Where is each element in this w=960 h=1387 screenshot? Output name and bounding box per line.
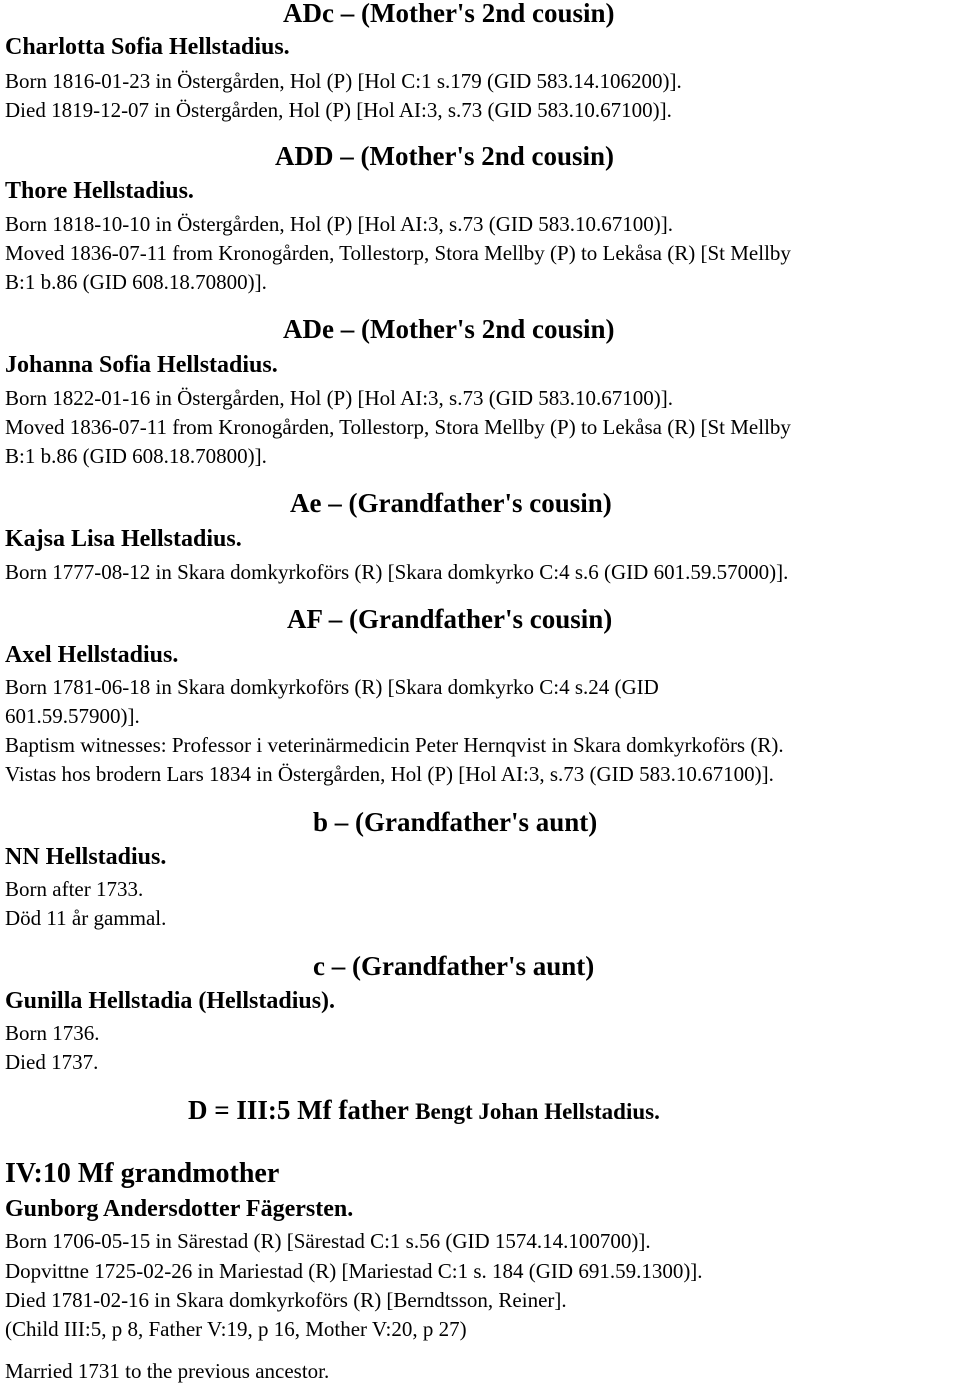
person-name-adc: Charlotta Sofia Hellstadius. <box>5 34 290 60</box>
record-line: Born 1818-10-10 in Östergården, Hol (P) [Hol AI:3, s.73 (GID 583.10.67100)]. <box>5 212 674 236</box>
record-line: B:1 b.86 (GID 608.18.70800)]. <box>5 444 267 468</box>
record-line: Born after 1733. <box>5 877 144 901</box>
record-line: Död 11 år gammal. <box>5 906 167 930</box>
record-line: Born 1736. <box>5 1021 100 1045</box>
section-heading-b: b – (Grandfather's aunt) <box>313 807 598 837</box>
record-line: 601.59.57900)]. <box>5 704 140 728</box>
person-name-add: Thore Hellstadius. <box>5 178 194 204</box>
section-heading-ae: Ae – (Grandfather's cousin) <box>290 488 612 518</box>
ancestor-reference-label: D = III:5 Mf father <box>188 1095 409 1125</box>
ancestor-reference <box>188 1094 660 1128</box>
record-line: Born 1816-01-23 in Östergården, Hol (P) [Hol C:1 s.179 (GID 583.14.106200)]. <box>5 69 682 93</box>
record-line: Born 1706-05-15 in Särestad (R) [Särestad C:1 s.56 (GID 1574.14.100700)]. <box>5 1229 651 1253</box>
person-name-iv10: Gunborg Andersdotter Fägersten. <box>5 1196 354 1222</box>
section-heading-c: c – (Grandfather's aunt) <box>313 951 595 981</box>
section-heading-af: AF – (Grandfather's cousin) <box>287 604 613 634</box>
person-name-ae: Kajsa Lisa Hellstadius. <box>5 526 242 552</box>
record-line: B:1 b.86 (GID 608.18.70800)]. <box>5 270 267 294</box>
record-line: Moved 1836-07-11 from Kronogården, Tollestorp, Stora Mellby (P) to Lekåsa (R) [St Mellby <box>5 415 791 439</box>
record-line: Baptism witnesses: Professor i veterinärmedicin Peter Hernqvist in Skara domkyrkoförs (R). <box>5 733 784 757</box>
record-line: Born 1777-08-12 in Skara domkyrkoförs (R) [Skara domkyrko C:4 s.6 (GID 601.59.57000)]. <box>5 560 789 584</box>
record-line: Born 1822-01-16 in Östergården, Hol (P) [Hol AI:3, s.73 (GID 583.10.67100)]. <box>5 386 674 410</box>
record-line: Moved 1836-07-11 from Kronogården, Tollestorp, Stora Mellby (P) to Lekåsa (R) [St Mellby <box>5 241 791 265</box>
record-line: Born 1781-06-18 in Skara domkyrkoförs (R) [Skara domkyrko C:4 s.24 (GID <box>5 675 659 699</box>
person-name-c: Gunilla Hellstadia (Hellstadius). <box>5 988 336 1014</box>
record-line: Died 1737. <box>5 1050 99 1074</box>
marriage-note: Married 1731 to the previous ancestor. <box>5 1359 330 1383</box>
person-name-af: Axel Hellstadius. <box>5 642 179 668</box>
person-name-ade: Johanna Sofia Hellstadius. <box>5 352 278 378</box>
record-line: (Child III:5, p 8, Father V:19, p 16, Mother V:20, p 27) <box>5 1317 467 1341</box>
record-line: Dopvittne 1725-02-26 in Mariestad (R) [Mariestad C:1 s. 184 (GID 691.59.1300)]. <box>5 1259 703 1283</box>
section-heading-adc: ADc – (Mother's 2nd cousin) <box>283 0 615 28</box>
record-line: Vistas hos brodern Lars 1834 in Östergården, Hol (P) [Hol AI:3, s.73 (GID 583.10.67100)]. <box>5 762 774 786</box>
section-heading-add: ADD – (Mother's 2nd cousin) <box>275 141 615 171</box>
generation-heading: IV:10 Mf grandmother <box>5 1158 280 1189</box>
record-line: Died 1819-12-07 in Östergården, Hol (P) [Hol AI:3, s.73 (GID 583.10.67100)]. <box>5 98 672 122</box>
section-heading-ade: ADe – (Mother's 2nd cousin) <box>283 314 615 344</box>
record-line: Died 1781-02-16 in Skara domkyrkoförs (R) [Berndtsson, Reiner]. <box>5 1288 567 1312</box>
person-name-b: NN Hellstadius. <box>5 844 167 870</box>
ancestor-reference-name: Bengt Johan Hellstadius. <box>415 1099 660 1124</box>
